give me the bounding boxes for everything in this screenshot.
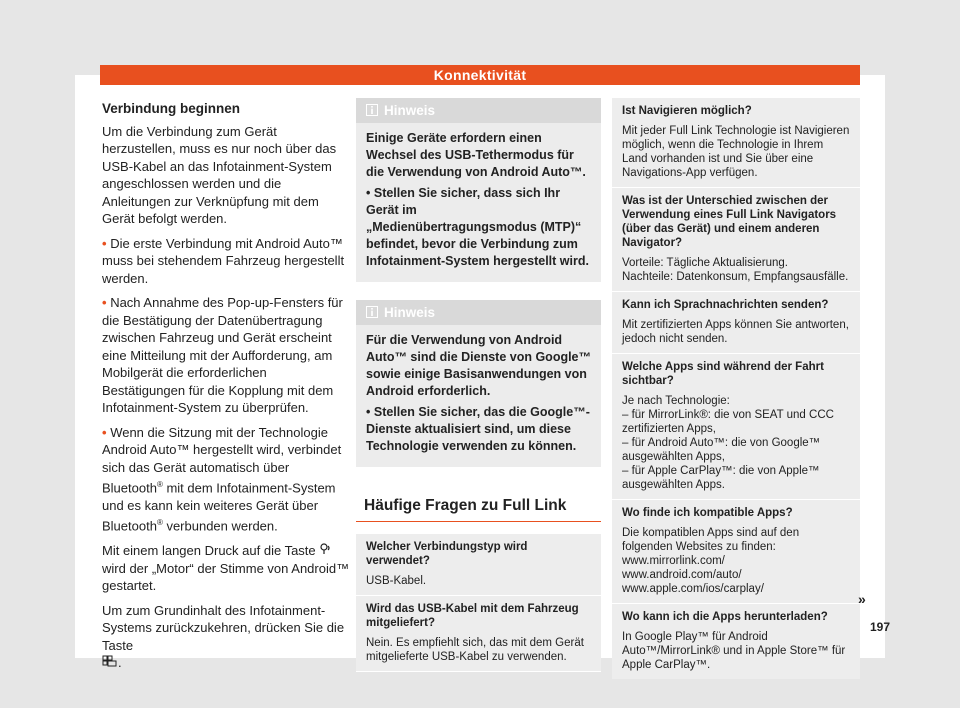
bullet-item: • Die erste Verbindung mit Android Auto™ muss bei stehendem Fahrzeug hergestellt werden. <box>102 235 345 286</box>
note-box <box>356 98 601 282</box>
faq-item: Welche Apps sind während der Fahrt sichtbar? Je nach Technologie: – für MirrorLink®: die von SEAT und CCC zertifizierten Apps, – für Android Auto™: die von Google™ ausgewählten Apps, – für Apple CarPlay™: die von Apple™ ausgewählten Apps. <box>612 354 860 500</box>
bullet-icon: • <box>102 424 107 440</box>
note-text: Für die Verwendung von Android Auto™ sind die Dienste von Google™ sowie einige Basisanwendungen von Android erforderlich. <box>366 333 592 398</box>
left-column <box>102 100 352 679</box>
chapter-header: Konnektivität <box>100 65 860 85</box>
note-title: Hinweis <box>384 305 436 320</box>
voice-key-icon <box>319 543 331 558</box>
bullet-icon: • <box>102 295 107 310</box>
page-number: 197 <box>870 620 891 634</box>
note-title: Hinweis <box>384 103 436 118</box>
home-paragraph: Um zum Grundinhalt des Infotainment-Systems zurückzukehren, drücken Sie die Taste . <box>102 602 345 671</box>
faq-item: Wo kann ich die Apps herunterladen? In Google Play™ für Android Auto™/MirrorLink® und in Apple Store™ für Apple CarPlay™. <box>622 611 846 671</box>
voice-paragraph: Mit einem langen Druck auf die Taste wird der „Motor“ der Stimme von Android™ gestartet. <box>102 543 350 594</box>
faq-item: Wird das USB-Kabel mit dem Fahrzeug mitgeliefert? Nein. Es empfiehlt sich, das mit dem Gerät mitgelieferte USB-Kabel zu verwenden. <box>356 596 601 672</box>
note-bullet: • Stellen Sie sicher, das die Google™-Dienste aktualisiert sind, um diese Technologie verwenden zu können. <box>366 405 590 453</box>
faq-section-title: Häufige Fragen zu Full Link <box>356 497 601 522</box>
bullet-item: • Wenn die Sitzung mit der Technologie Android Auto™ hergestellt wird, verbindet sich das Gerät automatisch über Bluetooth® mit dem Infotainment-System und es kann kein weiteres Gerät über Bluetooth® verbunden werden. <box>102 424 342 534</box>
faq-item: Wo finde ich kompatible Apps? Die kompatiblen Apps sind auf den folgenden Websites zu finden: www.mirrorlink.com/ www.android.com/auto/ www.apple.com/ios/carplay/ <box>612 500 860 604</box>
faq-list <box>356 534 601 672</box>
intro-paragraph: Um die Verbindung zum Gerät herzustellen, muss es nur noch über das USB-Kabel an das Infotainment-System angeschlossen werden und die Anleitungen zur Verknüpfung mit dem Gerät befolgt werden. <box>102 123 337 226</box>
faq-item: Kann ich Sprachnachrichten senden? Mit zertifizierten Apps können Sie antworten, jedoch nicht senden. <box>612 292 860 354</box>
info-icon <box>366 301 378 326</box>
note-bullet: • Stellen Sie sicher, dass sich Ihr Gerät im „Medienübertragungsmodus (MTP)“ befindet, bevor die Verbindung zum Infotainment-System hergestellt wird. <box>366 186 589 268</box>
faq-item: Was ist der Unterschied zwischen der Verwendung eines Full Link Navigators (über das Gerät) und einem anderen Navigator? Vorteile: Tägliche Aktualisierung. Nachteile: Datenkonsum, Empfangsausfälle. <box>612 188 860 292</box>
middle-column <box>356 98 601 672</box>
right-column <box>612 98 860 679</box>
faq-item: Welcher Verbindungstyp wird verwendet? USB-Kabel. <box>356 534 601 596</box>
bullet-item: • Nach Annahme des Pop-up-Fensters für die Bestätigung der Datenübertragung zwischen Fahrzeug und Gerät erscheint eine Mitteilung mit der Aufforderung, am Mobilgerät die erforderlichen Bestätigungen für die Kopplung mit dem Infotainment-System zu überprüfen. <box>102 295 343 415</box>
bullet-icon: • <box>102 235 107 251</box>
note-text: Einige Geräte erfordern einen Wechsel des USB-Tethermodus für die Verwendung von Android Auto™. <box>366 131 586 179</box>
faq-item: Ist Navigieren möglich? Mit jeder Full Link Technologie ist Navigieren möglich, wenn die Technologie in Ihrem Land vorhanden ist und Sie über eine Navigations-App verfügen. <box>612 98 860 188</box>
section-title: Verbindung beginnen <box>102 101 240 116</box>
continue-arrow: » <box>858 591 866 607</box>
info-icon <box>366 99 378 124</box>
home-key-icon <box>102 655 118 670</box>
note-box <box>356 300 601 467</box>
